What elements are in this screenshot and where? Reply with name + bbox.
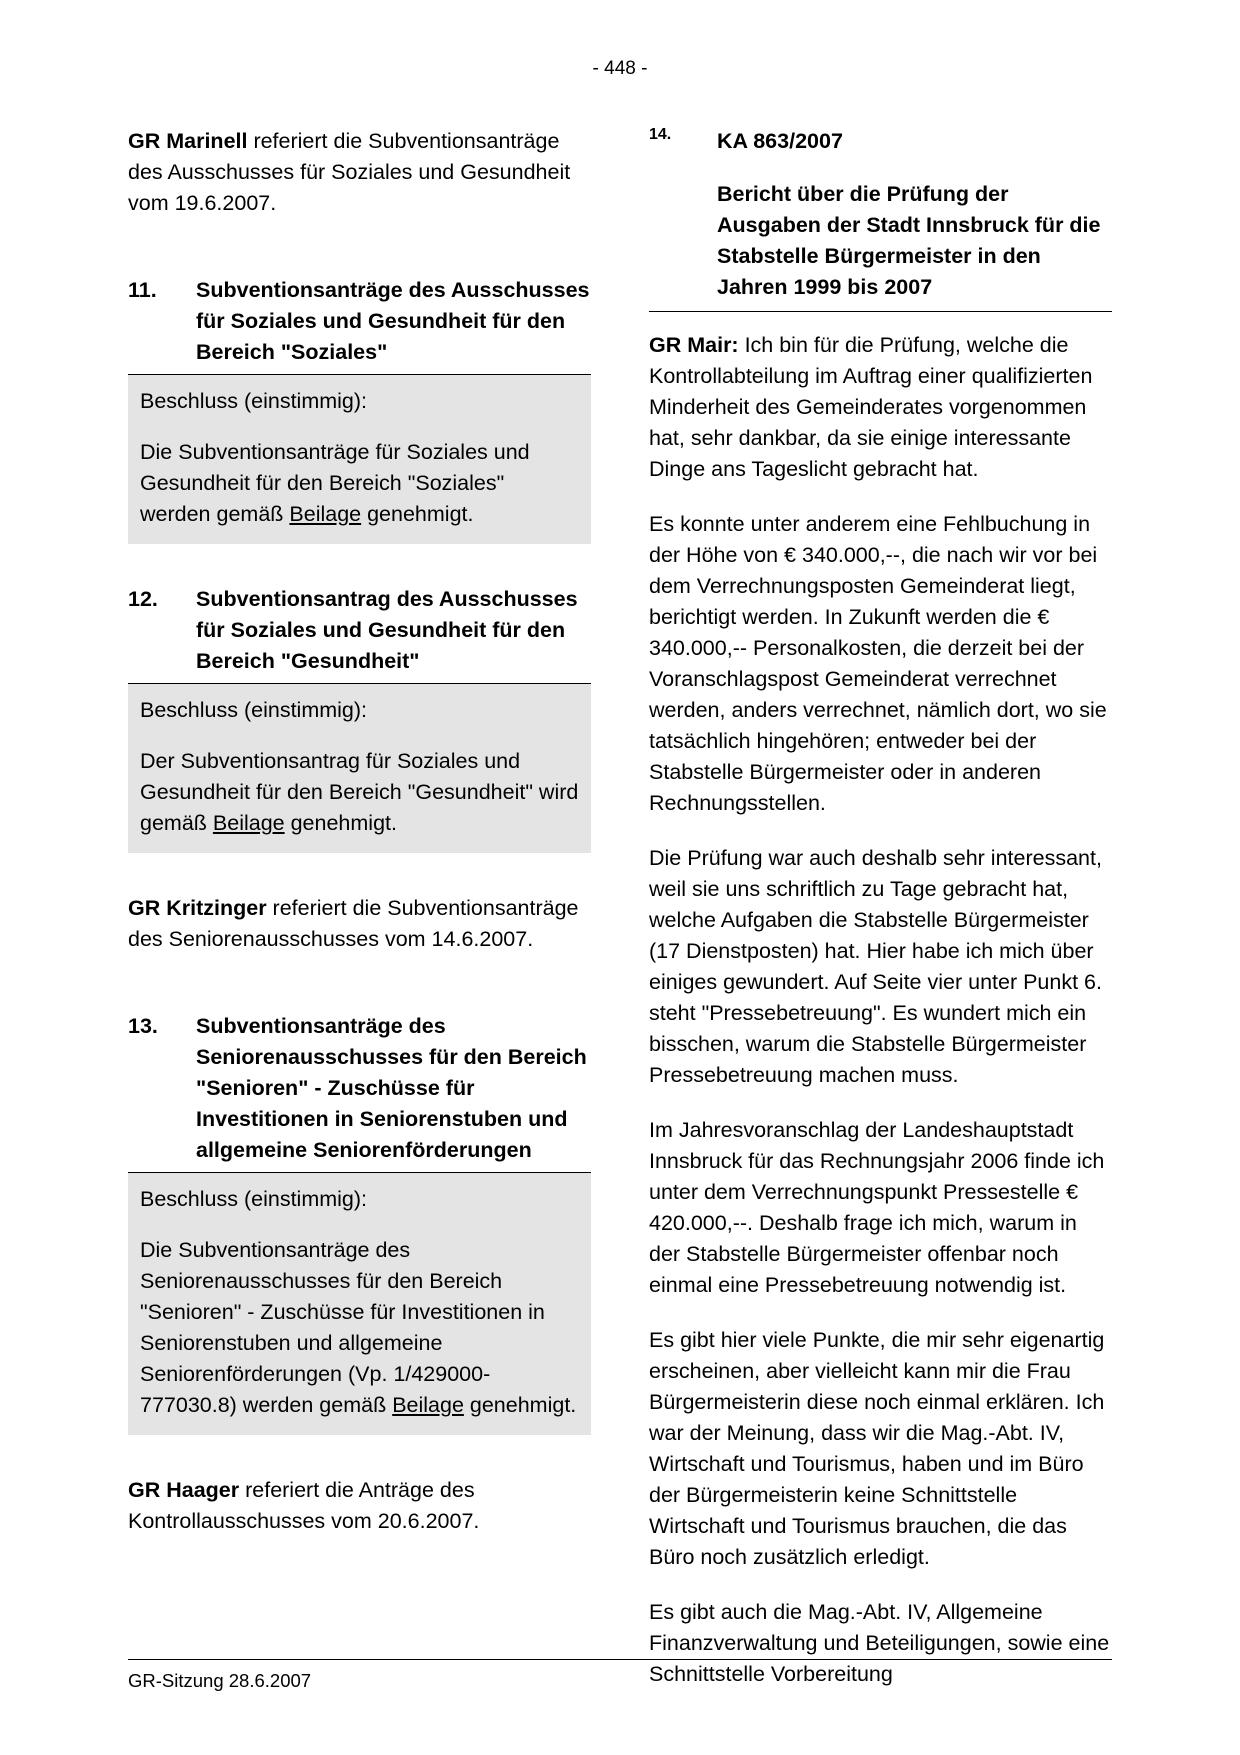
speech-paragraph-6: Es gibt auch die Mag.-Abt. IV, Allgemeine Finanzverwaltung und Beteiligungen, sowie eine Schnittstelle Vorbereitung: [649, 1600, 1110, 1686]
spacer: [128, 981, 591, 1011]
attachment-link[interactable]: Beilage: [289, 502, 362, 526]
resolution-label: Beschluss (einstimmig):: [140, 389, 367, 413]
speech-paragraph-1: [649, 330, 1112, 485]
left-column: [128, 126, 591, 1714]
resolution-block-12: [128, 684, 591, 853]
agenda-item-number-placeholder: [649, 179, 717, 303]
agenda-item-12: [128, 584, 591, 677]
resolution-text-part1: Die Subventionsanträge für Soziales und Gesundheit für den Bereich "Soziales" werden gemäß: [140, 440, 530, 526]
paragraph-text: referiert die Subventionsanträge des Seniorenausschusses vom 14.6.2007.: [128, 896, 579, 951]
page-number: - 448 -: [592, 58, 648, 79]
spacer: [649, 157, 1112, 179]
agenda-item-14-reference: [649, 126, 1112, 157]
resolution-text: [140, 1235, 579, 1421]
resolution-text-part2: genehmigt.: [463, 1393, 577, 1417]
speech-paragraph-5: Es gibt hier viele Punkte, die mir sehr eigenartig erscheinen, aber vielleicht kann mir die Frau Bürgermeisterin diese noch einmal erklären. Ich war der Meinung, dass wir die Mag.-Abt. IV, Wirtschaft und Tourismus, haben und im Büro der Bürgermeisterin keine Schnittstelle Wirtschaft und Tourismus brauchen, die das Büro noch zusätzlich erledigt.: [649, 1328, 1105, 1569]
agenda-item-number: 14.: [649, 126, 672, 143]
speaker-name: GR Kritzinger: [128, 896, 267, 920]
right-column: [649, 126, 1112, 1714]
resolution-block-13: [128, 1173, 591, 1435]
attachment-link[interactable]: Beilage: [212, 811, 285, 835]
agenda-item-11: [128, 275, 591, 368]
agenda-item-number: 12.: [128, 587, 158, 611]
paragraph-text: referiert die Subventionsanträge des Ausschusses für Soziales und Gesundheit vom 19.6.2007.: [128, 129, 571, 215]
paragraph-marinell: [128, 126, 591, 219]
agenda-item-number: 13.: [128, 1014, 158, 1038]
speaker-name: GR Haager: [128, 1478, 240, 1502]
speaker-name: GR Marinell: [128, 129, 248, 153]
agenda-item-title: Subventionsanträge des Ausschusses für Soziales und Gesundheit für den Bereich "Soziales": [196, 278, 590, 364]
speech-paragraph-4: Im Jahresvoranschlag der Landeshauptstadt Innsbruck für das Rechnungsjahr 2006 finde ich unter dem Verrechnungspunkt Pressestelle € 420.000,--. Deshalb frage ich mich, warum in der Stabstelle Bürgermeister offenbar noch einmal eine Pressebetreuung notwendig ist.: [649, 1118, 1105, 1297]
resolution-text: [140, 746, 579, 839]
paragraph-text: Ich bin für die Prüfung, welche die Kontrollabteilung im Auftrag einer qualifizierten Minderheit des Gemeinderates vorgenommen hat, sehr dankbar, da sie einige interessante Dinge ans Tageslicht gebracht hat.: [649, 333, 1093, 481]
attachment-link[interactable]: Beilage: [392, 1393, 464, 1417]
agenda-item-title: Bericht über die Prüfung der Ausgaben der Stadt Innsbruck für die Stabstelle Bürgermeister in den Jahren 1999 bis 2007: [717, 182, 1101, 299]
footer-text: GR-Sitzung 28.6.2007: [128, 1670, 312, 1691]
spacer: [128, 245, 591, 275]
agenda-item-reference: KA 863/2007: [717, 129, 843, 153]
resolution-block-11: [128, 375, 591, 544]
resolution-text-part2: genehmigt.: [284, 811, 397, 835]
divider: [649, 311, 1112, 312]
agenda-item-number: 11.: [128, 278, 157, 302]
agenda-item-14-title: [649, 179, 1112, 303]
speech-paragraph-2: Es konnte unter anderem eine Fehlbuchung in der Höhe von € 340.000,--, die nach wir vor bei dem Verrechnungsposten Gemeinderat liegt, berichtigt werden. In Zukunft werden die € 340.000,-- Personalkosten, die derzeit bei der Voranschlagspost Gemeinderat verrechnet werden, anders verrechnet, nämlich dort, wo sie tatsächlich hingehören; entweder bei der Stabstelle Bürgermeister oder in anderen Rechnungsstellen.: [649, 512, 1107, 815]
speech-paragraph-3: Die Prüfung war auch deshalb sehr interessant, weil sie uns schriftlich zu Tage gebracht hat, welche Aufgaben die Stabstelle Bürgermeister (17 Dienstposten) hat. Hier habe ich mich über einiges gewundert. Auf Seite vier unter Punkt 6. steht "Pressebetreuung". Es wundert mich ein bisschen, warum die Stabstelle Bürgermeister Pressebetreuung machen muss.: [649, 846, 1102, 1087]
agenda-item-13: [128, 1011, 591, 1166]
paragraph-kritzinger: [128, 893, 591, 955]
page-footer: [128, 1659, 1112, 1693]
resolution-text-part1: Der Subventionsantrag für Soziales und Gesundheit für den Bereich "Gesundheit" wird gemäß: [140, 749, 579, 835]
paragraph-text: referiert die Anträge des Kontrollausschusses vom 20.6.2007.: [128, 1478, 480, 1533]
resolution-text-part2: genehmigt.: [361, 502, 474, 526]
two-column-body: [128, 126, 1112, 1714]
resolution-label: Beschluss (einstimmig):: [140, 1187, 367, 1211]
resolution-label: Beschluss (einstimmig):: [140, 698, 367, 722]
resolution-text: [140, 437, 579, 530]
paragraph-haager: [128, 1475, 591, 1537]
agenda-item-title: Subventionsanträge des Seniorenausschusses für den Bereich "Senioren" - Zuschüsse für Investitionen in Seniorenstuben und allgemeine Seniorenförderungen: [196, 1014, 587, 1162]
speaker-name: GR Mair:: [649, 333, 739, 357]
agenda-item-title: Subventionsantrag des Ausschusses für Soziales und Gesundheit für den Bereich "Gesundheit": [196, 587, 578, 673]
footer-divider: [128, 1659, 1112, 1660]
resolution-text-part1: Die Subventionsanträge des Seniorenausschusses für den Bereich "Senioren" - Zuschüsse für Investitionen in Seniorenstuben und allgemeine Seniorenförderungen (Vp. 1/429000-777030.8) werden gemäß: [140, 1238, 545, 1417]
